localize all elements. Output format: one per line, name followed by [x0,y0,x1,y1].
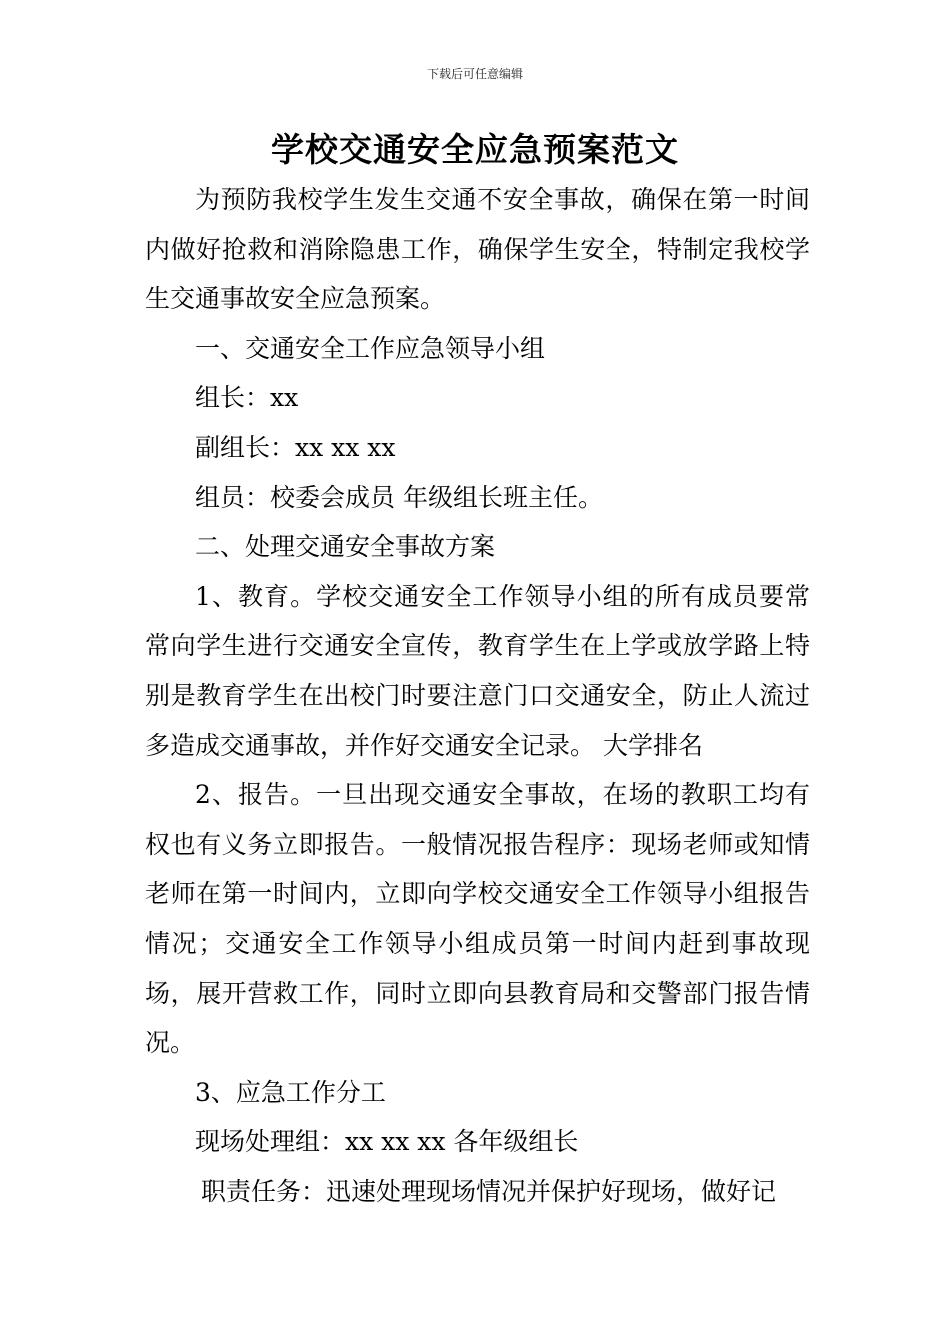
paragraph-intro: 为预防我校学生发生交通不安全事故，确保在第一时间内做好抢救和消除隐患工作，确保学生安全，特制定我校学生交通事故安全应急预案。 [145,185,810,314]
team-leader: 组长：xx [195,383,299,413]
section-heading-3: 3、应急工作分工 [195,1077,386,1107]
onsite-team: 现场处理组：xx xx xx 各年级组长 [195,1127,579,1157]
document-body [145,175,810,1216]
section-heading-2: 二、处理交通安全事故方案 [195,532,496,562]
paragraph-report: 2、报告。一旦出现交通安全事故，在场的教职工均有权也有义务立即报告。一般情况报告程序：现场老师或知情老师在第一时间内，立即向学校交通安全工作领导小组报告情况；交通安全工作领导小组成员第一时间内赶到事故现场，展开营救工作，同时立即向县教育局和交警部门报告情况。 [145,780,810,1058]
section-heading-1: 一、交通安全工作应急领导小组 [195,333,546,363]
paragraph-education: 1、教育。学校交通安全工作领导小组的所有成员要常常向学生进行交通安全宣传，教育学生在上学或放学路上特别是教育学生在出校门时要注意门口交通安全，防止人流过多造成交通事故，并作好交通安全记录。 大学排名 [145,581,810,760]
header-note: 下载后可任意编辑 [426,67,523,81]
team-deputy-leaders: 副组长：xx xx xx [195,432,396,462]
document-title: 学校交通安全应急预案范文 [271,130,679,169]
team-members: 组员：校委会成员 年级组长班主任。 [195,482,603,512]
duty-tasks: 职责任务：迅速处理现场情况并保护好现场，做好记 [201,1176,777,1206]
